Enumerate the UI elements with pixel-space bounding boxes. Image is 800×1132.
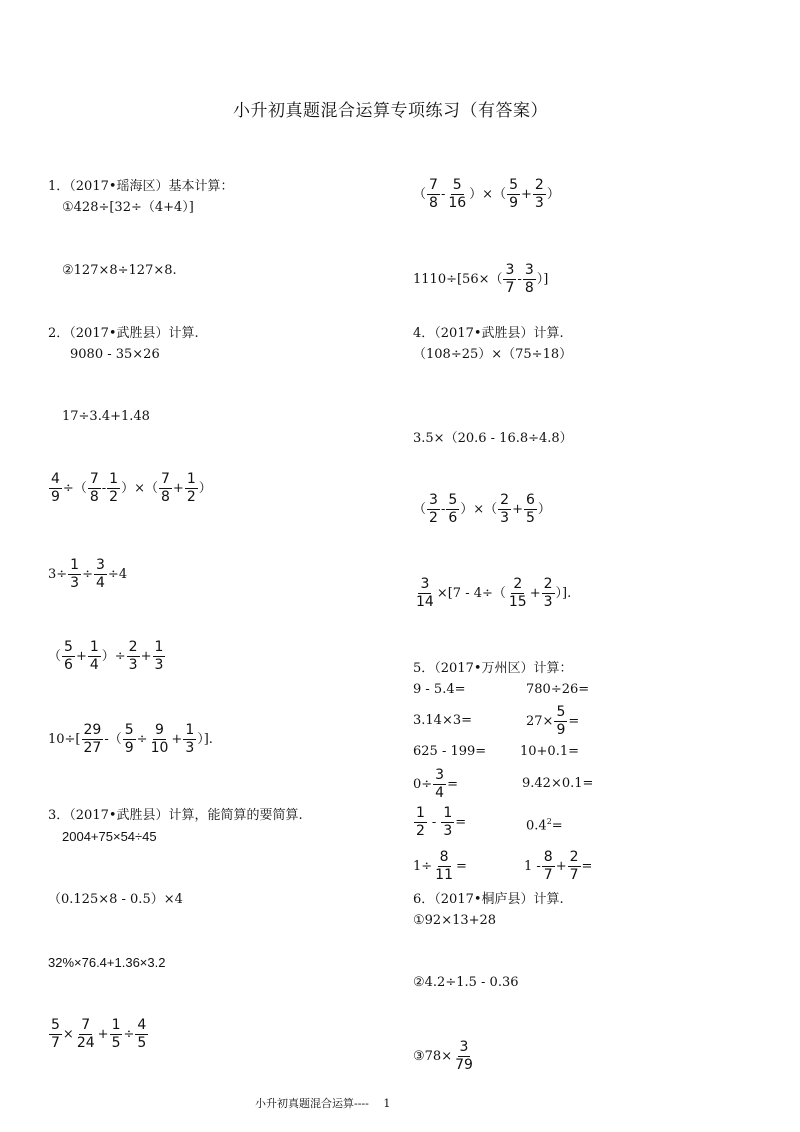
- q1-header: 1．（2017•瑶海区）基本计算：: [48, 179, 234, 194]
- fraction: $\frac{5}{6}$: [64, 639, 73, 673]
- fraction: $\frac{8}{11}$: [435, 849, 453, 883]
- q2-item-e: （ $\frac{5}{6}$ + $\frac{1}{4}$ ）÷ $\frac{2}{3}$ + $\frac{1}{3}$: [48, 639, 164, 673]
- q3-item-a: 2004+75×54÷45: [62, 829, 157, 844]
- q6-header: 6．（2017•桐庐县）计算.: [413, 892, 564, 907]
- fraction: $\frac{3}{4}$: [96, 557, 105, 591]
- fraction: $\frac{5}{7}$: [51, 1017, 60, 1051]
- q5-r5-b: $0.4^2=$: [526, 817, 563, 834]
- fraction: $\frac{1}{3}$: [185, 722, 195, 756]
- fraction: $\frac{2}{3}$: [128, 639, 138, 673]
- q4-item-a: （108÷25）×（75÷18）: [413, 347, 573, 362]
- fraction: $\frac{3}{4}$: [435, 767, 445, 801]
- fraction: $\frac{1}{2}$: [186, 471, 196, 505]
- q2-item-b: 17÷3.4+1.48: [62, 409, 150, 424]
- fraction: $\frac{3}{14}$: [416, 576, 434, 610]
- fraction: $\frac{9}{10}$: [150, 722, 169, 756]
- fraction: $\frac{7}{8}$: [429, 177, 438, 211]
- q5-r2-b: 27× $\frac{5}{9}$ =: [526, 704, 580, 738]
- fraction: $\frac{2}{3}$: [500, 492, 510, 526]
- fraction: $\frac{1}{5}$: [111, 1017, 121, 1051]
- q1-item-a: ①428÷[32÷（4+4）]: [62, 200, 194, 215]
- fraction: $\frac{1}{4}$: [89, 639, 99, 673]
- q2-item-f: 10÷[ $\frac{29}{27}$ -（ $\frac{5}{9}$ ÷ $\frac{9}{10}$ + $\frac{1}{3}$ ）].: [48, 722, 213, 756]
- q5-header: 5．（2017•万州区）计算：: [413, 661, 573, 676]
- q5-r2-a: 3.14×3=: [413, 713, 473, 728]
- fraction: $\frac{1}{3}$: [70, 557, 80, 591]
- fraction: $\frac{8}{7}$: [543, 849, 553, 883]
- page-title: 小升初真题混合运算专项练习（有答案）: [233, 101, 548, 121]
- fraction: $\frac{5}{9}$: [509, 177, 518, 211]
- q3-item-b: （0.125×8 - 0.5）×4: [48, 892, 183, 907]
- fraction: $\frac{5}{6}$: [448, 492, 458, 526]
- q2-item-c: $\frac{4}{9}$ ÷（ $\frac{7}{8}$ - $\frac{1}{2}$ ）×（ $\frac{7}{8}$ + $\frac{1}{2}$ ）: [51, 471, 212, 505]
- fraction: $\frac{5}{16}$: [448, 177, 467, 211]
- q3-item-c: 32%×76.4+1.36×3.2: [48, 955, 166, 970]
- fraction: $\frac{3}{2}$: [429, 492, 438, 526]
- fraction: $\frac{2}{7}$: [569, 849, 579, 883]
- q1-item-d: 1110÷[56×（ $\frac{3}{7}$ - $\frac{3}{8}$ ）]: [413, 262, 549, 296]
- q5-r6-b: 1 - $\frac{8}{7}$ + $\frac{2}{7}$ =: [524, 849, 593, 883]
- fraction: $\frac{6}{5}$: [526, 492, 535, 526]
- fraction: $\frac{1}{2}$: [109, 471, 119, 505]
- q5-r6-a: 1÷ $\frac{8}{11}$ =: [413, 849, 467, 883]
- q2-item-a: 9080 - 35×26: [70, 347, 160, 362]
- fraction: $\frac{2}{3}$: [543, 576, 553, 610]
- q4-item-c: （ $\frac{3}{2}$ - $\frac{5}{6}$ ）×（ $\frac{2}{3}$ + $\frac{6}{5}$ ）: [413, 492, 551, 526]
- q4-header: 4．（2017•武胜县）计算.: [413, 326, 564, 341]
- fraction: $\frac{7}{24}$: [76, 1017, 95, 1051]
- q5-r4-b: 9.42×0.1=: [522, 776, 594, 791]
- q4-item-b: 3.5×（20.6 - 16.8÷4.8）: [413, 431, 573, 446]
- fraction: $\frac{1}{3}$: [443, 805, 453, 839]
- q6-item-c: ③78× $\frac{3}{79}$: [413, 1039, 473, 1073]
- q5-r3-a: 625 - 199=: [413, 744, 487, 759]
- page-footer: 小升初真题混合运算---- 1: [255, 1097, 391, 1110]
- fraction: $\frac{5}{9}$: [556, 704, 566, 738]
- q5-r1-b: 780÷26=: [526, 682, 590, 697]
- q4-item-d: $\frac{3}{14}$ ×[7 - 4÷（ $\frac{2}{15}$ + $\frac{2}{3}$ ）].: [416, 576, 572, 610]
- q1-item-b: ②127×8÷127×8.: [62, 263, 177, 278]
- fraction: $\frac{1}{2}$: [416, 805, 425, 839]
- q5-r3-b: 10+0.1=: [520, 744, 580, 759]
- q5-r4-a: 0÷ $\frac{3}{4}$ =: [413, 767, 458, 801]
- q2-header: 2．（2017•武胜县）计算.: [48, 326, 199, 341]
- q3-item-d: $\frac{5}{7}$ × $\frac{7}{24}$ + $\frac{1}{5}$ ÷ $\frac{4}{5}$: [51, 1017, 147, 1051]
- fraction: $\frac{1}{3}$: [154, 639, 164, 673]
- q2-item-d: 3÷ $\frac{1}{3}$ ÷ $\frac{3}{4}$ ÷4: [48, 557, 128, 591]
- fraction: $\frac{3}{79}$: [455, 1039, 473, 1073]
- fraction: $\frac{7}{8}$: [89, 471, 99, 505]
- fraction: $\frac{7}{8}$: [160, 471, 170, 505]
- fraction: $\frac{4}{9}$: [51, 471, 60, 505]
- fraction: $\frac{3}{7}$: [505, 262, 515, 296]
- fraction: $\frac{4}{5}$: [137, 1017, 147, 1051]
- q1-item-c: （ $\frac{7}{8}$ - $\frac{5}{16}$ ）×（ $\frac{5}{9}$ + $\frac{2}{3}$ ）: [413, 177, 560, 211]
- q5-r1-a: 9 - 5.4=: [413, 682, 466, 697]
- q5-r5-a: $\frac{1}{2}$ - $\frac{1}{3}$ =: [416, 805, 467, 839]
- q6-item-b: ②4.2÷1.5 - 0.36: [413, 975, 519, 990]
- q6-item-a: ①92×13+28: [413, 913, 497, 928]
- fraction: $\frac{2}{15}$: [508, 576, 527, 610]
- q3-header: 3．（2017•武胜县）计算，能简算的要简算.: [48, 808, 303, 823]
- fraction: $\frac{2}{3}$: [534, 177, 544, 211]
- fraction: $\frac{29}{27}$: [83, 722, 102, 756]
- fraction: $\frac{5}{9}$: [124, 722, 134, 756]
- fraction: $\frac{3}{8}$: [524, 262, 534, 296]
